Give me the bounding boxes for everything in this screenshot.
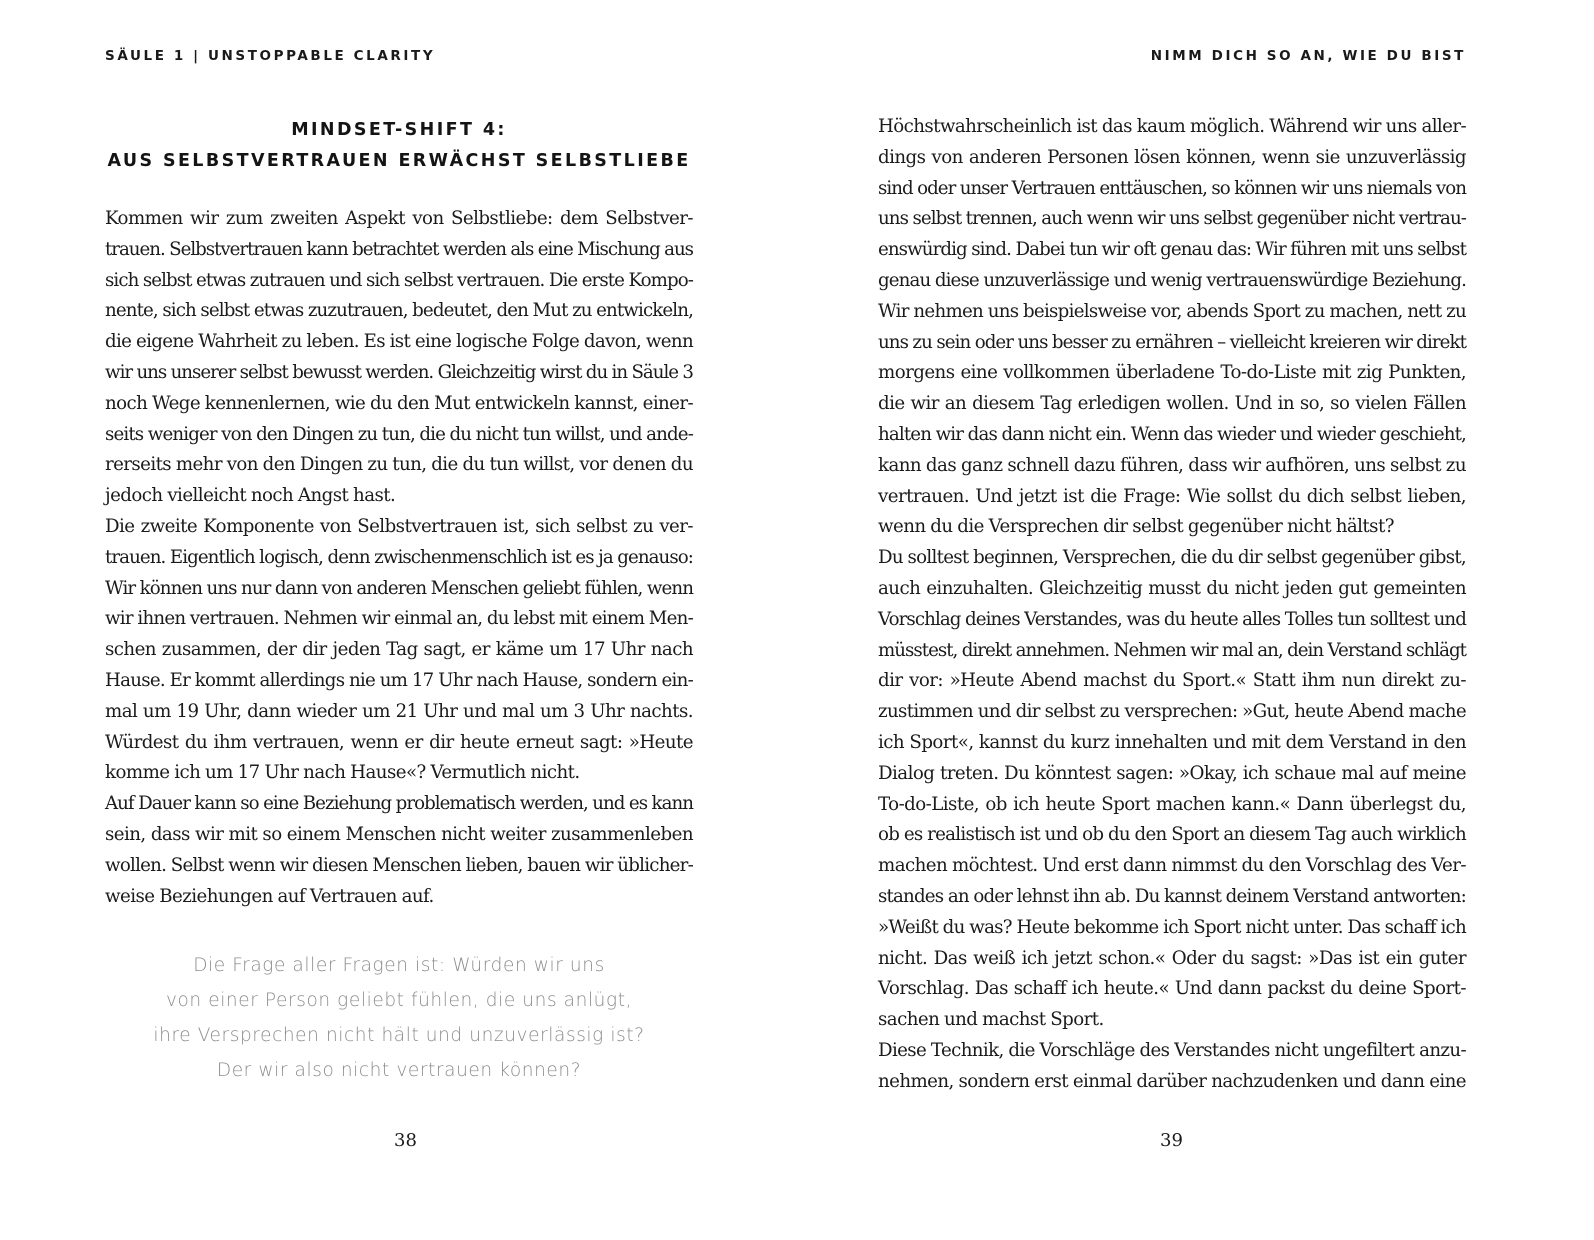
text-line: ob es realistisch ist und ob du den Sport an diesem Tag auch wirklich <box>878 824 1466 846</box>
heading-line: MINDSET-SHIFT 4: <box>291 120 507 140</box>
text-line: Die zweite Komponente von Selbstvertrauen ist, sich selbst zu ver- <box>105 515 693 537</box>
text-line: »Weißt du was? Heute bekomme ich Sport nicht unter. Das schaff ich <box>878 916 1466 938</box>
heading-line: AUS SELBSTVERTRAUEN ERWÄCHST SELBSTLIEBE <box>107 151 691 171</box>
text-line: sein, dass wir mit so einem Menschen nicht weiter zusammenleben <box>105 823 693 845</box>
text-line: müsstest, direkt annehmen. Nehmen wir mal an, dein Verstand schlägt <box>878 639 1466 661</box>
text-line: sind oder unser Vertrauen enttäuschen, so können wir uns niemals von <box>878 177 1466 199</box>
text-line: nicht. Das weiß ich jetzt schon.« Oder du sagst: »Das ist ein guter <box>878 947 1466 969</box>
text-line: dings von anderen Personen lösen können, wenn sie unzuverlässig <box>878 146 1466 168</box>
text-line: Vorschlag. Das schaff ich heute.« Und dann packst du deine Sport- <box>878 978 1466 1000</box>
text-line: komme ich um 17 Uhr nach Hause«? Vermutlich nicht. <box>105 762 580 784</box>
text-line: genau diese unzuverlässige und wenig vertrauenswürdige Beziehung. <box>878 269 1466 291</box>
text-line: schen zusammen, der dir jeden Tag sagt, er käme um 17 Uhr nach <box>105 639 693 661</box>
text-line: sachen und machst Sport. <box>878 1009 1104 1031</box>
text-line: wir uns unserer selbst bewusst werden. Gleichzeitig wirst du in Säule 3 <box>105 361 693 383</box>
running-head-left: SÄULE 1 | UNSTOPPABLE CLARITY <box>105 48 436 64</box>
text-line: dir vor: »Heute Abend machst du Sport.« Statt ihm nun direkt zu- <box>878 670 1466 692</box>
body-text-left <box>105 204 693 912</box>
text-line: uns zu sein oder uns besser zu ernähren – vielleicht kreieren wir direkt <box>878 331 1466 353</box>
text-line: Kommen wir zum zweiten Aspekt von Selbstliebe: dem Selbstver- <box>105 208 693 229</box>
text-line: nente, sich selbst etwas zuzutrauen, bedeutet, den Mut zu entwickeln, <box>105 300 693 322</box>
pull-quote <box>105 948 693 1088</box>
text-line: kann das ganz schnell dazu führen, dass wir aufhören, uns selbst zu <box>878 454 1466 476</box>
text-line: uns selbst trennen, auch wenn wir uns selbst gegenüber nicht vertrau- <box>878 208 1466 230</box>
text-line: zustimmen und dir selbst zu versprechen: »Gut, heute Abend mache <box>878 701 1466 723</box>
text-line: Vorschlag deines Verstandes, was du heute alles Tolles tun solltest und <box>878 608 1466 630</box>
text-line: die wir an diesem Tag erledigen wollen. Und in so, so vielen Fällen <box>878 393 1466 415</box>
section-heading <box>105 115 693 177</box>
text-line: auch einzuhalten. Gleichzeitig musst du nicht jeden gut gemeinten <box>878 577 1466 599</box>
text-line: vertrauen. Und jetzt ist die Frage: Wie sollst du dich selbst lieben, <box>878 485 1466 507</box>
text-line: mal um 19 Uhr, dann wieder um 21 Uhr und mal um 3 Uhr nachts. <box>105 700 693 722</box>
text-line: rerseits mehr von den Dingen zu tun, die du tun willst, vor denen du <box>105 454 693 476</box>
text-line: weise Beziehungen auf Vertrauen auf. <box>105 885 434 907</box>
text-line: machen möchtest. Und erst dann nimmst du den Vorschlag des Ver- <box>878 855 1466 877</box>
page-number-right: 39 <box>1160 1130 1183 1151</box>
text-line: wollen. Selbst wenn wir diesen Menschen lieben, bauen wir üblicher- <box>105 854 693 876</box>
text-line: die eigene Wahrheit zu leben. Es ist eine logische Folge davon, wenn <box>105 331 693 353</box>
text-line: Diese Technik, die Vorschläge des Verstandes nicht ungefiltert anzu- <box>878 1039 1466 1061</box>
quote-line: von einer Person geliebt fühlen, die uns anlügt, <box>165 990 633 1011</box>
text-line: Wir nehmen uns beispielsweise vor, abends Sport zu machen, nett zu <box>878 300 1466 322</box>
text-line: morgens eine vollkommen überladene To-do-Liste mit zig Punkten, <box>878 362 1466 384</box>
text-line: Höchstwahrscheinlich ist das kaum möglich. Während wir uns aller- <box>878 116 1466 137</box>
text-line: wenn du die Versprechen dir selbst gegenüber nicht hältst? <box>878 516 1394 538</box>
text-line: trauen. Selbstvertrauen kann betrachtet werden als eine Mischung aus <box>105 238 693 260</box>
text-line: Hause. Er kommt allerdings nie um 17 Uhr nach Hause, sondern ein- <box>105 669 693 691</box>
text-line: wir ihnen vertrauen. Nehmen wir einmal an, du lebst mit einem Men- <box>105 608 693 630</box>
text-line: jedoch vielleicht noch Angst hast. <box>105 485 396 507</box>
text-line: trauen. Eigentlich logisch, denn zwischenmenschlich ist es ja genauso: <box>105 546 693 568</box>
quote-line: ihre Versprechen nicht hält und unzuverlässig ist? <box>153 1025 645 1046</box>
text-line: Auf Dauer kann so eine Beziehung problematisch werden, und es kann <box>105 793 693 815</box>
body-text-right <box>878 112 1466 1098</box>
quote-line: Der wir also nicht vertrauen können? <box>216 1060 582 1081</box>
text-line: halten wir das dann nicht ein. Wenn das wieder und wieder geschieht, <box>878 423 1466 445</box>
text-line: To-do-Liste, ob ich heute Sport machen kann.« Dann überlegst du, <box>878 793 1466 815</box>
text-line: ich Sport«, kannst du kurz innehalten und mit dem Verstand in den <box>878 731 1466 753</box>
text-line: Du solltest beginnen, Versprechen, die du dir selbst gegenüber gibst, <box>878 547 1466 569</box>
text-line: noch Wege kennenlernen, wie du den Mut entwickeln kannst, einer- <box>105 392 693 414</box>
page-number-left: 38 <box>394 1130 417 1151</box>
text-line: enswürdig sind. Dabei tun wir oft genau das: Wir führen mit uns selbst <box>878 239 1466 261</box>
text-line: Dialog treten. Du könntest sagen: »Okay, ich schaue mal auf meine <box>878 762 1466 784</box>
running-head-right: NIMM DICH SO AN, WIE DU BIST <box>1150 48 1466 64</box>
text-line: Würdest du ihm vertrauen, wenn er dir heute erneut sagt: »Heute <box>105 731 693 753</box>
text-line: sich selbst etwas zutrauen und sich selbst vertrauen. Die erste Kompo- <box>105 269 693 291</box>
text-line: standes an oder lehnst ihn ab. Du kannst deinem Verstand antworten: <box>878 885 1466 907</box>
quote-line: Die Frage aller Fragen ist: Würden wir uns <box>193 955 605 976</box>
text-line: Wir können uns nur dann von anderen Menschen geliebt fühlen, wenn <box>105 577 693 599</box>
text-line: seits weniger von den Dingen zu tun, die du nicht tun willst, und ande- <box>105 423 693 445</box>
text-line: nehmen, sondern erst einmal darüber nachzudenken und dann eine <box>878 1070 1466 1092</box>
